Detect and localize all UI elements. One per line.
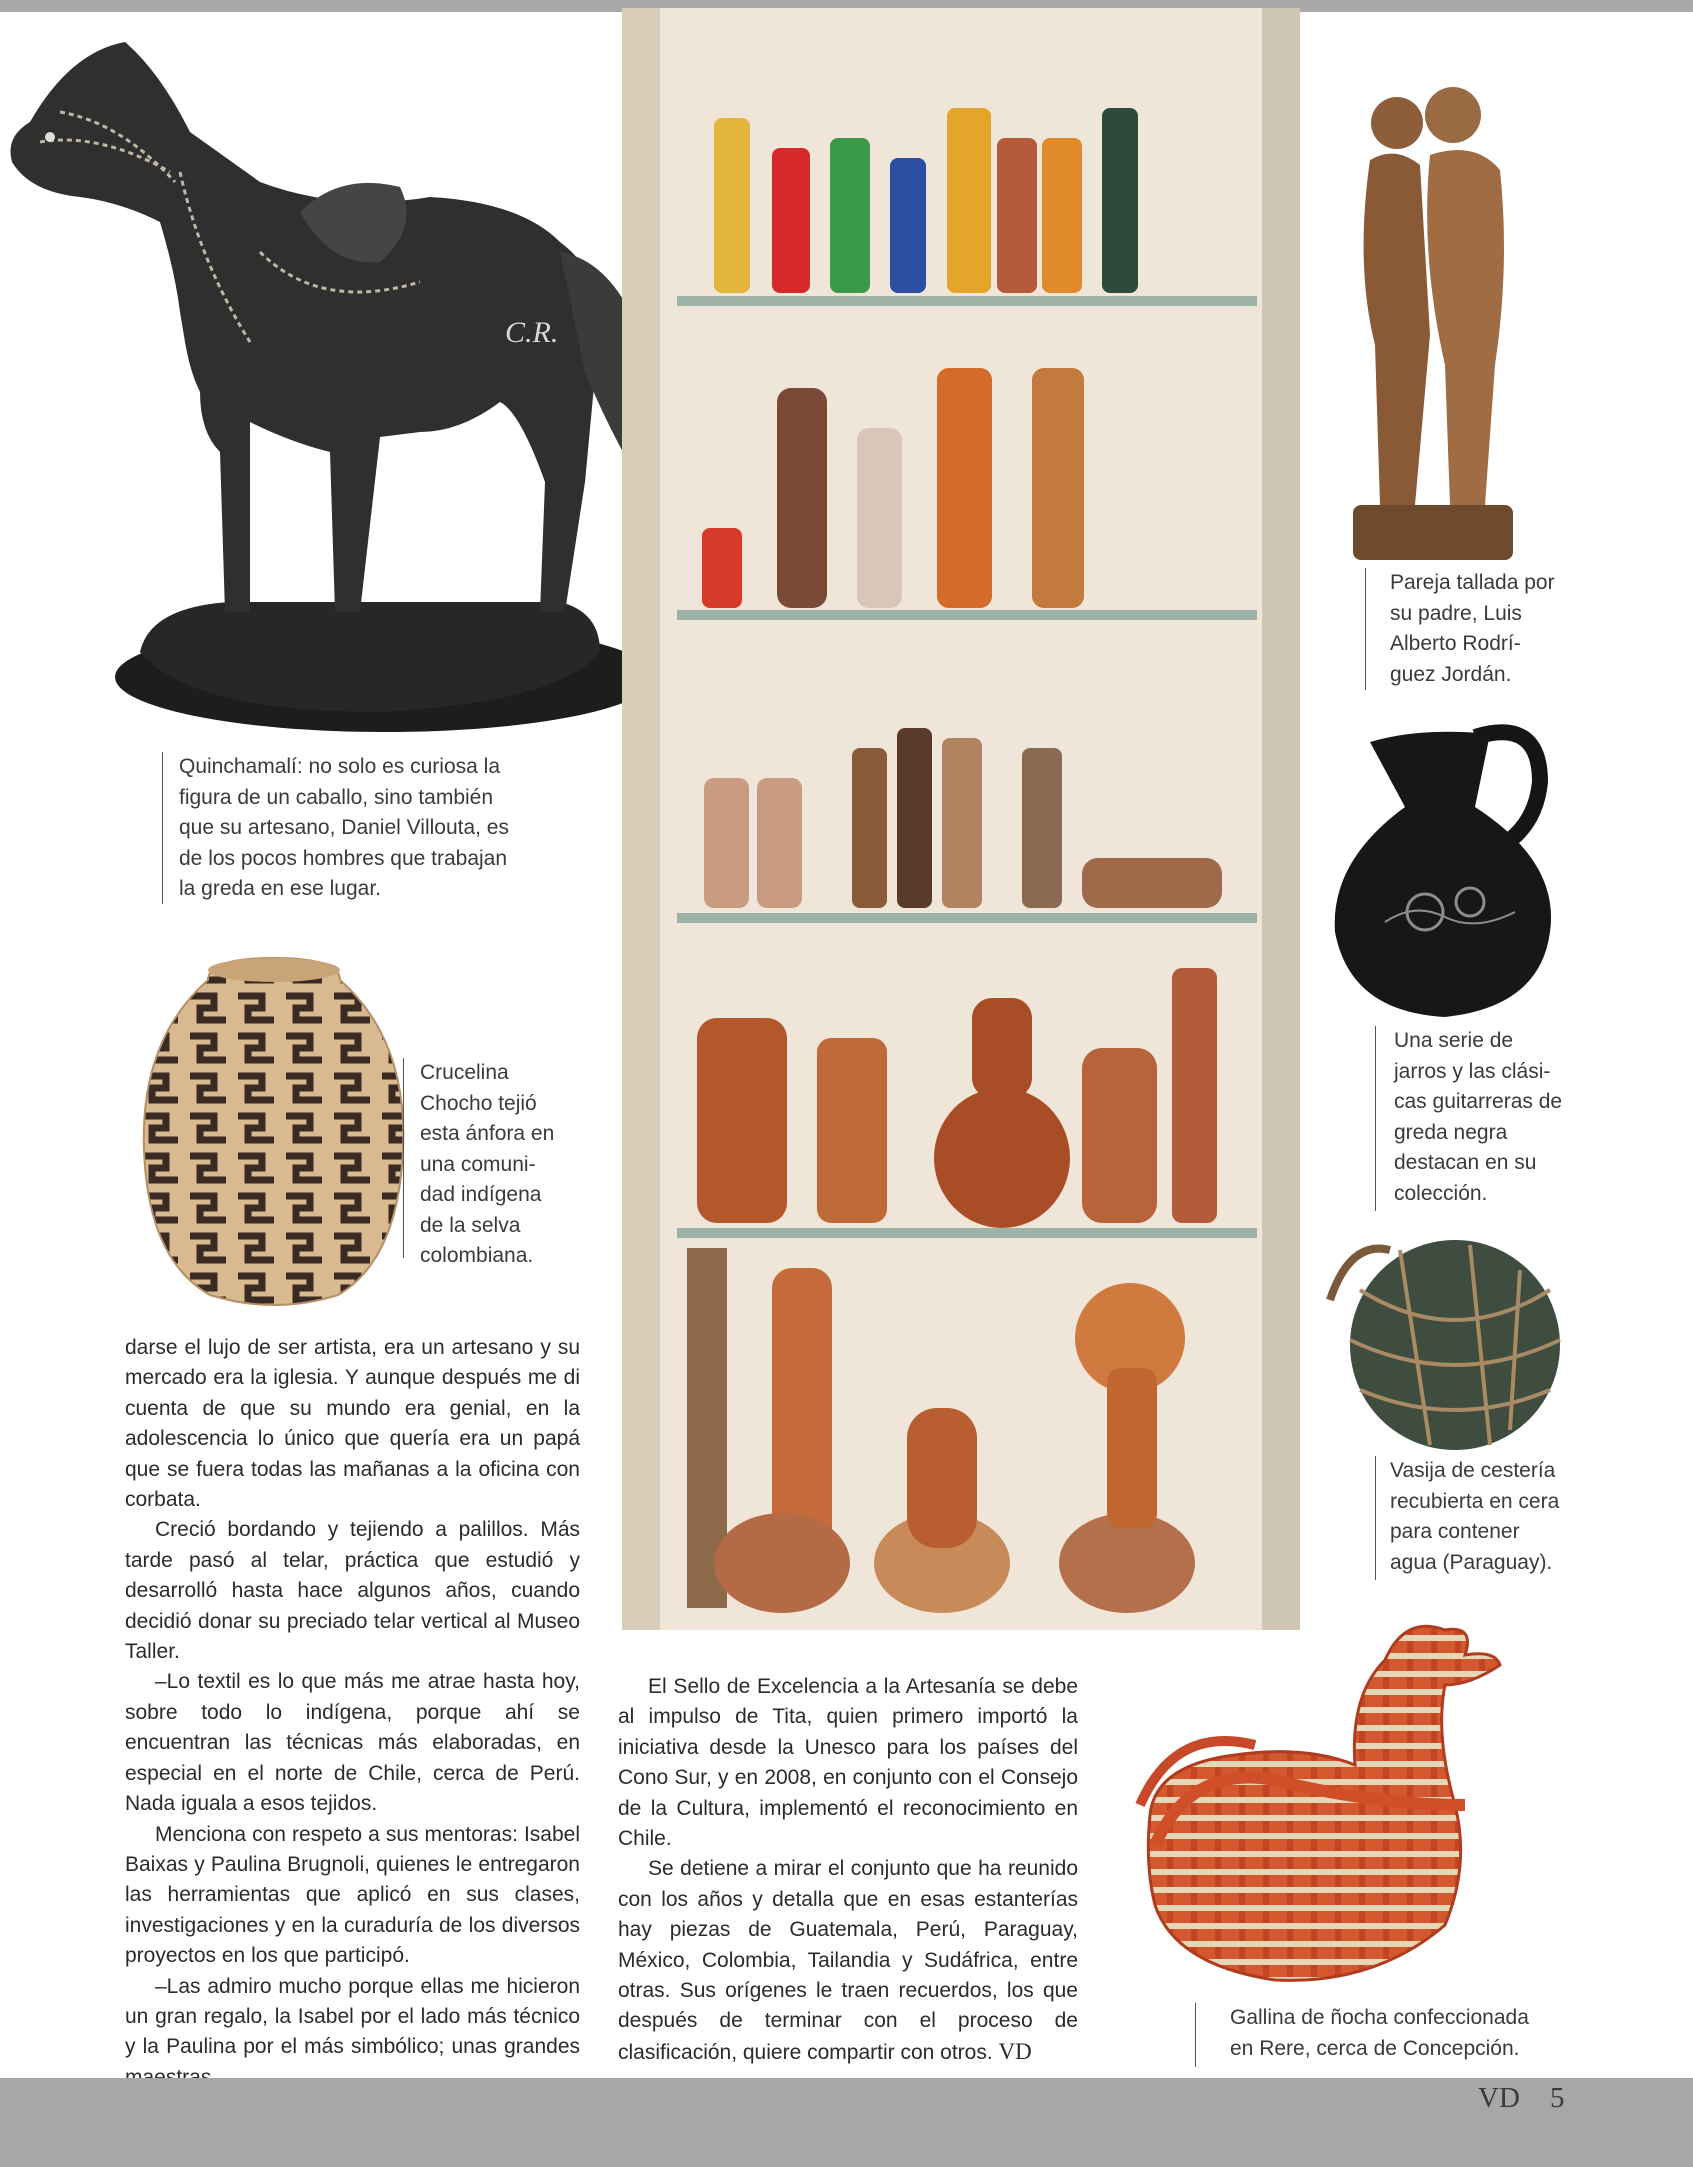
left-article-column bbox=[125, 1333, 580, 2093]
caption-line: para contener bbox=[1390, 1520, 1520, 1543]
caption-line: Alberto Rodrí- bbox=[1390, 632, 1521, 655]
caption-line: de los pocos hombres que trabajan bbox=[179, 846, 508, 870]
caption-line: guez Jordán. bbox=[1390, 662, 1512, 686]
couple-photo bbox=[1335, 85, 1535, 560]
caption-line: una comuni- bbox=[420, 1152, 536, 1176]
footer-bar bbox=[0, 2078, 1693, 2167]
caption-line: Vasija de cestería bbox=[1390, 1459, 1556, 1482]
caption-line: agua (Paraguay). bbox=[1390, 1550, 1553, 1574]
caption-line: greda negra bbox=[1394, 1120, 1508, 1144]
caption-line: Gallina de ñocha confeccionada bbox=[1230, 2006, 1529, 2029]
caption-line: destacan en su bbox=[1394, 1151, 1537, 1174]
paragraph: darse el lujo de ser artista, era un artesano y su mercado era la iglesia. Y aunque después me di cuenta de que su mundo era genial, en la adolescencia lo único que quería era un papá que se fuera todas las mañanas a la oficina con corbata. bbox=[125, 1336, 580, 1512]
caption-line: Crucelina bbox=[420, 1061, 509, 1084]
caption-line: que su artesano, Daniel Villouta, es bbox=[179, 816, 509, 839]
caption-line: su padre, Luis bbox=[1390, 601, 1522, 625]
caption-line: recubierta en cera bbox=[1390, 1489, 1560, 1513]
caption-line: Chocho tejió bbox=[420, 1091, 537, 1115]
caption-line: de la selva bbox=[420, 1213, 521, 1237]
middle-article-column bbox=[618, 1672, 1078, 2068]
paragraph: –Lo textil es lo que más me atrae hasta hoy, sobre todo lo indígena, porque ahí se encuentran las técnicas más elaboradas, en especial en el norte de Chile, cerca de Perú. Nada iguala a esos tejidos. bbox=[125, 1670, 580, 1816]
jug-caption bbox=[1375, 1026, 1575, 1211]
vessel-caption bbox=[1375, 1456, 1575, 1580]
paragraph-text: Se detiene a mirar el conjunto que ha reunido con los años y detalla que en esas estanterías hay piezas de Guatemala, Perú, Paraguay, México, Colombia, Tailandia y Sudáfrica, entre otras. Sus orígenes le traen recuerdos, los que después de terminar con el proceso de clasificación, quiere compartir con otros. bbox=[618, 1857, 1078, 2064]
black-jug-photo bbox=[1325, 712, 1565, 1032]
horse-photo bbox=[0, 12, 665, 747]
caption-line: en Rere, cerca de Concepción. bbox=[1230, 2036, 1520, 2060]
caption-line: Una serie de bbox=[1394, 1029, 1514, 1052]
caption-line: Quinchamalí: no solo es curiosa la bbox=[179, 755, 500, 778]
paragraph: Menciona con respeto a sus mentoras: Isabel Baixas y Paulina Brugnoli, quienes le entregaron las herramientas que aplicó en sus clases, investigaciones y en la curaduría de los diversos proyectos en los que participó. bbox=[125, 1822, 580, 1968]
couple-caption bbox=[1365, 568, 1575, 690]
caption-line: dad indígena bbox=[420, 1183, 542, 1206]
paragraph bbox=[618, 1854, 1078, 2068]
caption-line: esta ánfora en bbox=[420, 1122, 555, 1145]
caption-line: figura de un caballo, sino también bbox=[179, 785, 494, 809]
woven-vessel-photo bbox=[1320, 1220, 1565, 1455]
hen-basket-photo bbox=[1135, 1605, 1535, 1990]
author-signature: VD bbox=[998, 2038, 1032, 2064]
caption-line: Pareja tallada por bbox=[1390, 571, 1555, 594]
shelf-photo bbox=[622, 8, 1300, 1630]
caption-line: cas guitarreras de bbox=[1394, 1090, 1563, 1113]
paragraph: El Sello de Excelencia a la Artesanía se debe al impulso de Tita, quien primero importó la iniciativa desde la Unesco para los países del Cono Sur, y en 2008, en conjunto con el Consejo de la Cultura, implementó el reconocimiento en Chile. bbox=[618, 1675, 1078, 1851]
page-number: 5 bbox=[1550, 2082, 1565, 2114]
paragraph: Creció bordando y tejiendo a palillos. Más tarde pasó al telar, práctica que estudió y desarrolló hasta hace algunos años, cuando decidió donar su preciado telar vertical al Museo Taller. bbox=[125, 1518, 580, 1664]
caption-line: colección. bbox=[1394, 1181, 1488, 1205]
magazine-initials: VD bbox=[1478, 2082, 1520, 2114]
paragraph: –Las admiro mucho porque ellas me hicieron un gran regalo, la Isabel por el lado más técnico y la Paulina por el más simbólico; unas grandes bbox=[125, 1974, 580, 2059]
caption-line: la greda en ese lugar. bbox=[179, 877, 381, 900]
horse-brand-text: C.R. bbox=[505, 316, 559, 349]
amphora-photo bbox=[138, 950, 410, 1310]
caption-line: jarros y las clási- bbox=[1394, 1059, 1551, 1083]
amphora-caption bbox=[403, 1058, 593, 1267]
caption-line: colombiana. bbox=[420, 1244, 534, 1267]
horse-caption bbox=[162, 752, 582, 904]
hen-caption bbox=[1195, 2003, 1575, 2067]
